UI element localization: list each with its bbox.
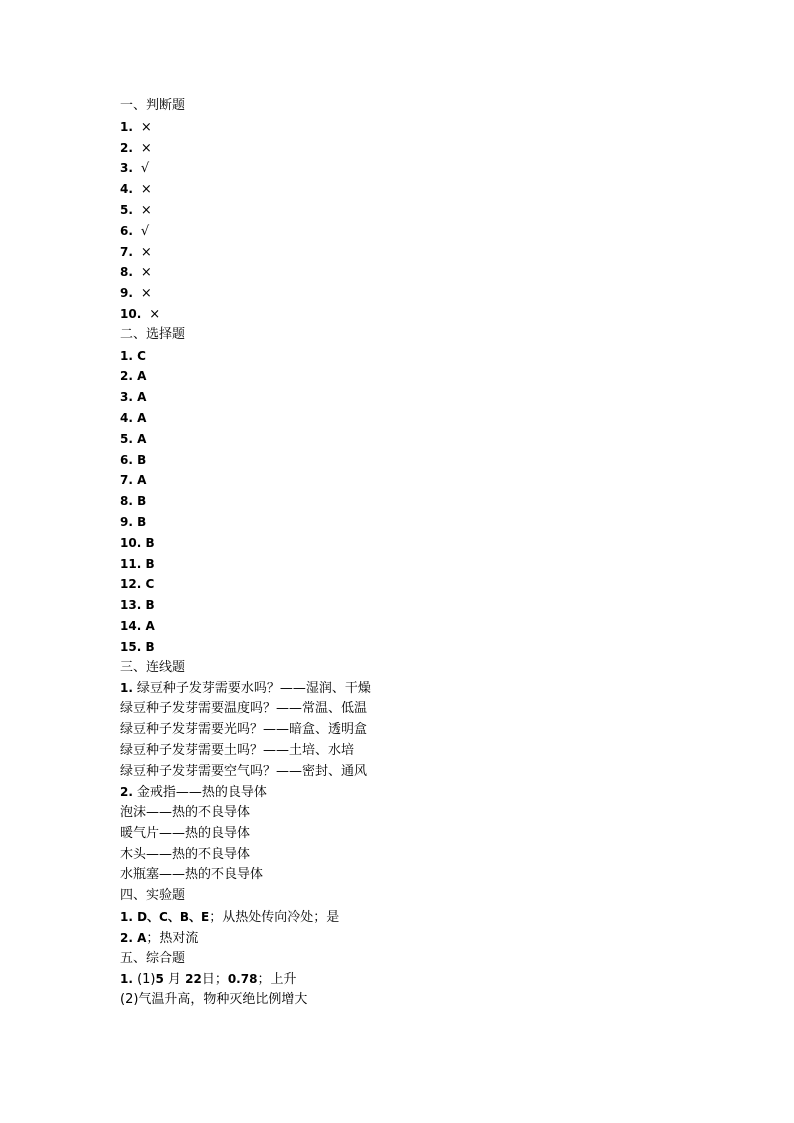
answer-letter: A [145,618,155,633]
matching-line: 2. 金戒指——热的良导体 [120,785,267,801]
item-number: 8. [120,265,133,280]
experiment-answer: 2. A；热对流 [120,930,199,946]
item-number: 10. [120,535,142,550]
list-item [120,450,760,471]
item-number: 6. [120,452,133,467]
answer-letter: B [145,598,155,613]
answer-letter: C [145,577,155,592]
list-item [120,491,760,512]
item-number: 2. [120,140,133,155]
list-item [120,408,760,429]
answer-mark: × [149,306,161,322]
list-item [120,366,760,387]
item-number: 11. [120,556,142,571]
item-number: 4. [120,182,133,197]
answer-letter: A [137,410,147,425]
item-number: 1. [120,119,133,134]
matching-line: 绿豆种子发芽需要空气吗？——密封、通风 [120,763,368,779]
list-item [120,262,760,283]
item-number: 5. [120,431,133,446]
matching-line: 木头——热的不良导体 [120,846,251,862]
matching-line: 暖气片——热的良导体 [120,825,251,841]
answer-letter: A [137,431,147,446]
list-item [120,387,760,408]
list-item [120,533,760,554]
list-item [120,221,760,242]
list-item [120,283,760,304]
item-number: 2. [120,785,133,800]
answer-mark: × [140,286,152,302]
item-number: 14. [120,618,142,633]
item-number: 15. [120,639,142,654]
item-number: 4. [120,410,133,425]
list-item [120,429,760,450]
answer-letter: B [137,452,147,467]
item-number: 1. [120,348,133,363]
answer-letter: B [145,556,155,571]
list-item [120,179,760,200]
section-heading-experiment: 四、实验题 [120,888,186,904]
item-number: 1. [120,681,133,696]
item-number: 7. [120,244,133,259]
list-item [120,616,760,637]
answer-mark: × [140,244,152,260]
item-number: 2. [120,369,133,384]
item-number: 3. [120,161,133,176]
judgement-list [120,117,760,325]
matching-line: 1. 绿豆种子发芽需要水吗？——湿润、干燥 [120,681,371,697]
answer-letter: A [137,390,147,405]
list-item [120,595,760,616]
list-item [120,637,760,658]
list-item [120,158,760,179]
section-heading-choice: 二、选择题 [120,326,186,342]
answer-letter: B [137,514,147,529]
list-item [120,138,760,159]
item-number: 6. [120,223,133,238]
item-number: 1. [120,910,133,925]
item-number: 7. [120,473,133,488]
section-heading-matching: 三、连线题 [120,659,186,675]
list-item [120,117,760,138]
list-item [120,512,760,533]
answer-letter: B [145,639,155,654]
matching-line: 绿豆种子发芽需要光吗？——暗盒、透明盒 [120,721,368,737]
matching-line: 水瓶塞——热的不良导体 [120,867,264,883]
choice-list [120,346,760,658]
answer-mark: √ [140,223,150,239]
answer-mark: √ [140,161,150,177]
list-item [120,470,760,491]
answer-mark: × [140,202,152,218]
answer-letter: B [137,494,147,509]
list-item [120,304,760,325]
answer-letter: A [137,369,147,384]
list-item [120,200,760,221]
item-number: 8. [120,494,133,509]
item-number: 12. [120,577,142,592]
answer-document [120,96,760,1011]
comprehensive-answer: (2)气温升高，物种灭绝比例增大 [120,992,308,1008]
list-item [120,242,760,263]
item-number: 2. [120,930,133,945]
matching-line: 绿豆种子发芽需要土吗？——土培、水培 [120,742,355,758]
section-heading-judgement: 一、判断题 [120,98,186,113]
list-item [120,346,760,367]
item-number: 3. [120,390,133,405]
answer-mark: × [140,140,152,156]
section-heading-comprehensive: 五、综合题 [120,950,186,966]
item-number: 9. [120,514,133,529]
answer-mark: × [140,119,152,135]
matching-line: 绿豆种子发芽需要温度吗？——常温、低温 [120,701,368,717]
item-number: 1. [120,972,133,987]
item-number: 9. [120,286,133,301]
list-item [120,574,760,595]
answer-mark: × [140,182,152,198]
list-item [120,554,760,575]
answer-letter: A [137,473,147,488]
answer-mark: × [140,265,152,281]
item-number: 13. [120,598,142,613]
matching-line: 泡沫——热的不良导体 [120,805,251,821]
answer-letter: C [137,348,146,363]
item-number: 10. [120,306,142,321]
item-number: 5. [120,202,133,217]
answer-letter: B [145,535,155,550]
experiment-answer: 1. D、C、B、E；从热处传向冷处；是 [120,910,340,926]
comprehensive-answer: 1. (1)5 月 22日；0.78；上升 [120,972,297,988]
